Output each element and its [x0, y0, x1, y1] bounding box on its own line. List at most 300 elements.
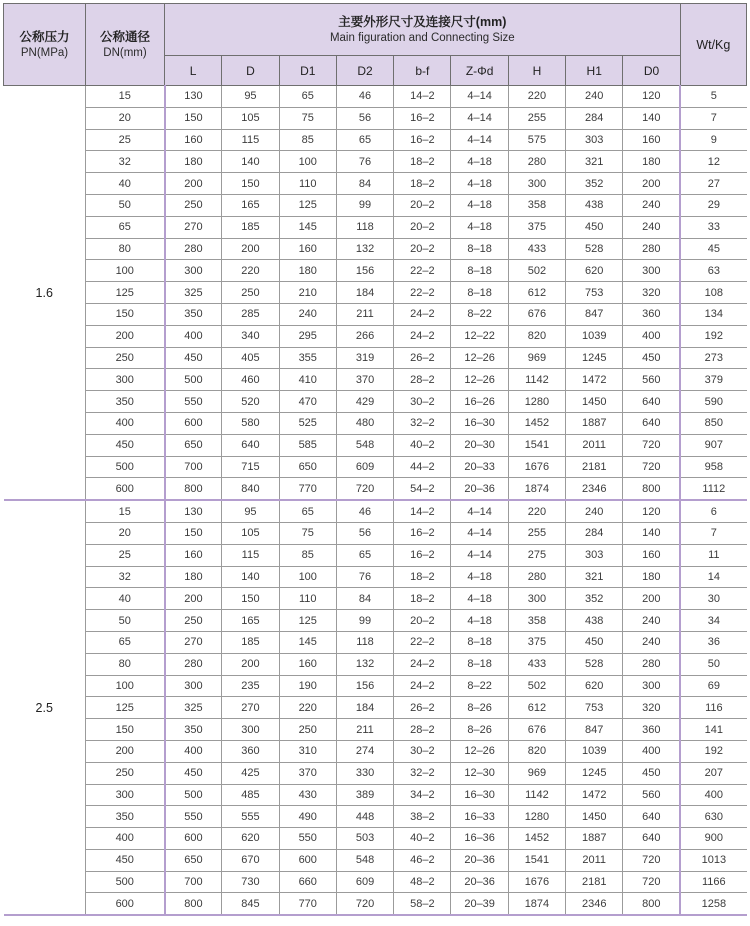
dimension-value-cell: 303 — [566, 544, 623, 566]
valve-dimensions-table — [3, 3, 747, 916]
dimension-value-cell: 235 — [222, 675, 279, 697]
dimension-value-cell: 240 — [623, 631, 680, 653]
dimension-value-cell: 95 — [222, 500, 279, 522]
dimension-value-cell: 280 — [508, 566, 565, 588]
dimension-value-cell: 650 — [279, 456, 336, 478]
dimension-value-cell: 2011 — [566, 849, 623, 871]
dimension-value-cell: 140 — [222, 566, 279, 588]
dimension-value-cell: 450 — [623, 762, 680, 784]
dimension-value-cell: 450 — [165, 762, 222, 784]
dn-value-cell: 50 — [86, 610, 165, 632]
dimension-value-cell: 800 — [165, 893, 222, 915]
dimension-value-cell: 847 — [566, 303, 623, 325]
dimension-value-cell: 14–2 — [394, 86, 451, 108]
table-row — [4, 303, 747, 325]
dimension-value-cell: 240 — [279, 303, 336, 325]
dimension-value-cell: 1450 — [566, 391, 623, 413]
table-row — [4, 173, 747, 195]
diameter-label-en: DN(mm) — [103, 46, 147, 59]
dimension-value-cell: 319 — [336, 347, 393, 369]
dimension-value-cell: 220 — [279, 697, 336, 719]
dimension-value-cell: 284 — [566, 107, 623, 129]
dimension-value-cell: 30–2 — [394, 391, 451, 413]
dimension-value-cell: 502 — [508, 260, 565, 282]
dimension-value-cell: 28–2 — [394, 719, 451, 741]
dimension-value-cell: 24–2 — [394, 675, 451, 697]
dn-value-cell: 65 — [86, 216, 165, 238]
dimension-value-cell: 160 — [623, 129, 680, 151]
dimension-value-cell: 16–30 — [451, 412, 508, 434]
dimension-value-cell: 65 — [336, 544, 393, 566]
dimension-value-cell: 20–2 — [394, 194, 451, 216]
dn-value-cell: 600 — [86, 893, 165, 915]
dimension-value-cell: 200 — [222, 653, 279, 675]
dn-value-cell: 600 — [86, 478, 165, 500]
dimension-value-cell: 620 — [566, 675, 623, 697]
dimension-value-cell: 18–2 — [394, 588, 451, 610]
dimension-value-cell: 600 — [165, 412, 222, 434]
table-row — [4, 631, 747, 653]
dimension-value-cell: 612 — [508, 282, 565, 304]
dimension-value-cell: 800 — [165, 478, 222, 500]
dimension-value-cell: 12–26 — [451, 369, 508, 391]
dn-value-cell: 300 — [86, 369, 165, 391]
dimension-value-cell: 660 — [279, 871, 336, 893]
dimension-value-cell: 300 — [165, 675, 222, 697]
dimension-value-cell: 300 — [508, 588, 565, 610]
dn-value-cell: 20 — [86, 522, 165, 544]
weight-value-cell: 207 — [680, 762, 746, 784]
dimension-value-cell: 65 — [279, 500, 336, 522]
dimension-value-cell: 4–14 — [451, 522, 508, 544]
dimension-value-cell: 609 — [336, 871, 393, 893]
dimension-value-cell: 8–18 — [451, 260, 508, 282]
dimension-value-cell: 280 — [623, 238, 680, 260]
dimension-value-cell: 580 — [222, 412, 279, 434]
table-row — [4, 610, 747, 632]
weight-value-cell: 850 — [680, 412, 746, 434]
dimension-value-cell: 28–2 — [394, 369, 451, 391]
weight-value-cell: 6 — [680, 500, 746, 522]
dimension-value-cell: 8–22 — [451, 303, 508, 325]
dimension-value-cell: 550 — [279, 828, 336, 850]
dimension-value-cell: 16–2 — [394, 107, 451, 129]
dimension-value-cell: 720 — [336, 478, 393, 500]
weight-value-cell: 1258 — [680, 893, 746, 915]
weight-value-cell: 63 — [680, 260, 746, 282]
header-col-D0: D0 — [623, 56, 680, 86]
dimension-value-cell: 620 — [222, 828, 279, 850]
dimension-value-cell: 325 — [165, 697, 222, 719]
section-pn-2.5 — [4, 500, 747, 915]
dimension-value-cell: 8–26 — [451, 719, 508, 741]
dimension-value-cell: 20–39 — [451, 893, 508, 915]
dimension-value-cell: 600 — [279, 849, 336, 871]
dimension-value-cell: 180 — [623, 566, 680, 588]
dimension-value-cell: 255 — [508, 107, 565, 129]
weight-value-cell: 958 — [680, 456, 746, 478]
dimension-value-cell: 165 — [222, 610, 279, 632]
dimension-value-cell: 450 — [165, 347, 222, 369]
weight-value-cell: 273 — [680, 347, 746, 369]
dimension-value-cell: 32–2 — [394, 762, 451, 784]
dimension-value-cell: 1452 — [508, 828, 565, 850]
table-row — [4, 675, 747, 697]
dimension-value-cell: 185 — [222, 631, 279, 653]
dimension-value-cell: 26–2 — [394, 697, 451, 719]
dimension-value-cell: 190 — [279, 675, 336, 697]
dimension-value-cell: 1676 — [508, 456, 565, 478]
dimension-value-cell: 115 — [222, 129, 279, 151]
dimension-value-cell: 300 — [623, 675, 680, 697]
dimension-value-cell: 240 — [566, 86, 623, 108]
dimension-value-cell: 240 — [623, 194, 680, 216]
dimension-value-cell: 32–2 — [394, 412, 451, 434]
dimension-value-cell: 820 — [508, 325, 565, 347]
dn-value-cell: 20 — [86, 107, 165, 129]
dn-value-cell: 40 — [86, 173, 165, 195]
dn-value-cell: 150 — [86, 719, 165, 741]
dn-value-cell: 32 — [86, 566, 165, 588]
dimension-value-cell: 95 — [222, 86, 279, 108]
weight-value-cell: 36 — [680, 631, 746, 653]
dimension-value-cell: 310 — [279, 740, 336, 762]
dimension-value-cell: 250 — [222, 282, 279, 304]
dimension-value-cell: 160 — [165, 544, 222, 566]
dimension-value-cell: 266 — [336, 325, 393, 347]
dimension-value-cell: 99 — [336, 610, 393, 632]
dimension-value-cell: 2011 — [566, 434, 623, 456]
table-row — [4, 325, 747, 347]
dimension-value-cell: 470 — [279, 391, 336, 413]
dimension-value-cell: 375 — [508, 631, 565, 653]
dimension-value-cell: 410 — [279, 369, 336, 391]
dimension-value-cell: 185 — [222, 216, 279, 238]
weight-value-cell: 630 — [680, 806, 746, 828]
table-header — [4, 4, 747, 86]
dimension-value-cell: 20–2 — [394, 216, 451, 238]
dn-value-cell: 125 — [86, 282, 165, 304]
dimension-value-cell: 160 — [279, 653, 336, 675]
weight-value-cell: 907 — [680, 434, 746, 456]
dimension-value-cell: 4–14 — [451, 129, 508, 151]
dimension-value-cell: 22–2 — [394, 260, 451, 282]
table-row — [4, 806, 747, 828]
dimension-value-cell: 200 — [623, 588, 680, 610]
dimension-value-cell: 200 — [623, 173, 680, 195]
dimension-value-cell: 500 — [165, 784, 222, 806]
table-row — [4, 871, 747, 893]
dimension-value-cell: 76 — [336, 566, 393, 588]
dimension-value-cell: 4–14 — [451, 544, 508, 566]
dimension-value-cell: 118 — [336, 216, 393, 238]
dimension-value-cell: 1039 — [566, 325, 623, 347]
dimension-value-cell: 450 — [623, 347, 680, 369]
dimension-value-cell: 1887 — [566, 828, 623, 850]
table-row — [4, 697, 747, 719]
dimension-value-cell: 438 — [566, 194, 623, 216]
dimension-value-cell: 548 — [336, 849, 393, 871]
table-row — [4, 719, 747, 741]
dimension-value-cell: 502 — [508, 675, 565, 697]
dimension-value-cell: 211 — [336, 303, 393, 325]
dimension-value-cell: 555 — [222, 806, 279, 828]
dimension-value-cell: 46 — [336, 500, 393, 522]
header-col-H1: H1 — [566, 56, 623, 86]
dimension-value-cell: 585 — [279, 434, 336, 456]
dimension-value-cell: 429 — [336, 391, 393, 413]
dimension-value-cell: 160 — [279, 238, 336, 260]
header-nominal-pressure — [4, 4, 86, 86]
dimension-value-cell: 285 — [222, 303, 279, 325]
dimension-value-cell: 355 — [279, 347, 336, 369]
dimension-value-cell: 4–18 — [451, 588, 508, 610]
dn-value-cell: 125 — [86, 697, 165, 719]
dimension-value-cell: 140 — [623, 522, 680, 544]
dimension-value-cell: 18–2 — [394, 173, 451, 195]
table-row — [4, 238, 747, 260]
weight-value-cell: 192 — [680, 740, 746, 762]
dimension-value-cell: 640 — [623, 391, 680, 413]
table-row — [4, 391, 747, 413]
dn-value-cell: 65 — [86, 631, 165, 653]
dimension-value-cell: 560 — [623, 784, 680, 806]
dimension-value-cell: 1039 — [566, 740, 623, 762]
dimension-value-cell: 4–18 — [451, 216, 508, 238]
dimension-value-cell: 730 — [222, 871, 279, 893]
weight-value-cell: 27 — [680, 173, 746, 195]
dimension-value-cell: 8–18 — [451, 238, 508, 260]
weight-value-cell: 7 — [680, 107, 746, 129]
dimension-value-cell: 8–18 — [451, 631, 508, 653]
dimension-value-cell: 54–2 — [394, 478, 451, 500]
dimension-value-cell: 200 — [165, 588, 222, 610]
dimension-value-cell: 132 — [336, 653, 393, 675]
dimension-value-cell: 180 — [165, 566, 222, 588]
dimension-value-cell: 150 — [165, 522, 222, 544]
dimension-value-cell: 1541 — [508, 434, 565, 456]
dimension-value-cell: 250 — [165, 194, 222, 216]
weight-value-cell: 12 — [680, 151, 746, 173]
dimension-value-cell: 720 — [623, 456, 680, 478]
weight-value-cell: 9 — [680, 129, 746, 151]
dimension-value-cell: 753 — [566, 282, 623, 304]
weight-value-cell: 116 — [680, 697, 746, 719]
dimension-value-cell: 150 — [222, 588, 279, 610]
dimension-value-cell: 4–14 — [451, 500, 508, 522]
table-row — [4, 588, 747, 610]
table-row — [4, 282, 747, 304]
dimension-value-cell: 284 — [566, 522, 623, 544]
dimension-value-cell: 1280 — [508, 806, 565, 828]
dimension-value-cell: 118 — [336, 631, 393, 653]
dn-value-cell: 80 — [86, 653, 165, 675]
weight-value-cell: 192 — [680, 325, 746, 347]
dimension-value-cell: 240 — [566, 500, 623, 522]
section-pn-1.6 — [4, 86, 747, 501]
dimension-value-cell: 770 — [279, 478, 336, 500]
dimension-value-cell: 1450 — [566, 806, 623, 828]
weight-value-cell: 1166 — [680, 871, 746, 893]
dimension-value-cell: 12–30 — [451, 762, 508, 784]
dimension-value-cell: 300 — [222, 719, 279, 741]
dimension-value-cell: 150 — [165, 107, 222, 129]
dimension-value-cell: 720 — [623, 434, 680, 456]
dimension-value-cell: 600 — [165, 828, 222, 850]
weight-value-cell: 69 — [680, 675, 746, 697]
dimension-value-cell: 295 — [279, 325, 336, 347]
dimension-value-cell: 255 — [508, 522, 565, 544]
dimension-value-cell: 480 — [336, 412, 393, 434]
dimension-value-cell: 22–2 — [394, 631, 451, 653]
dimension-value-cell: 18–2 — [394, 151, 451, 173]
table-row — [4, 434, 747, 456]
table-row — [4, 129, 747, 151]
dimension-value-cell: 180 — [279, 260, 336, 282]
dn-value-cell: 25 — [86, 129, 165, 151]
dimension-value-cell: 715 — [222, 456, 279, 478]
dimension-value-cell: 321 — [566, 151, 623, 173]
dimension-value-cell: 22–2 — [394, 282, 451, 304]
dimension-value-cell: 280 — [623, 653, 680, 675]
table-row — [4, 762, 747, 784]
dimension-value-cell: 20–36 — [451, 478, 508, 500]
dimension-value-cell: 220 — [508, 86, 565, 108]
weight-value-cell: 141 — [680, 719, 746, 741]
dimension-value-cell: 425 — [222, 762, 279, 784]
dimension-value-cell: 620 — [566, 260, 623, 282]
dn-value-cell: 450 — [86, 849, 165, 871]
dn-value-cell: 80 — [86, 238, 165, 260]
dimension-value-cell: 1874 — [508, 478, 565, 500]
dimension-value-cell: 200 — [165, 173, 222, 195]
dimension-value-cell: 46 — [336, 86, 393, 108]
dimension-value-cell: 640 — [623, 412, 680, 434]
dimension-value-cell: 650 — [165, 434, 222, 456]
pn-value-cell: 2.5 — [4, 500, 86, 915]
header-col-zphid: Z-Φd — [451, 56, 508, 86]
dimension-value-cell: 720 — [623, 849, 680, 871]
dimension-value-cell: 105 — [222, 107, 279, 129]
dimension-value-cell: 24–2 — [394, 653, 451, 675]
weight-value-cell: 1112 — [680, 478, 746, 500]
dimension-value-cell: 270 — [165, 216, 222, 238]
dimension-value-cell: 145 — [279, 216, 336, 238]
header-col-L: L — [165, 56, 222, 86]
dimension-value-cell: 528 — [566, 653, 623, 675]
dimension-value-cell: 84 — [336, 173, 393, 195]
weight-value-cell: 34 — [680, 610, 746, 632]
dimension-value-cell: 110 — [279, 588, 336, 610]
dn-value-cell: 15 — [86, 500, 165, 522]
dimension-value-cell: 250 — [165, 610, 222, 632]
dimension-value-cell: 358 — [508, 610, 565, 632]
dimension-value-cell: 1676 — [508, 871, 565, 893]
dimension-value-cell: 609 — [336, 456, 393, 478]
dimension-value-cell: 220 — [222, 260, 279, 282]
dimension-value-cell: 800 — [623, 478, 680, 500]
dimension-value-cell: 105 — [222, 522, 279, 544]
dimension-value-cell: 184 — [336, 697, 393, 719]
dn-value-cell: 32 — [86, 151, 165, 173]
dimension-value-cell: 120 — [623, 86, 680, 108]
dimension-value-cell: 12–22 — [451, 325, 508, 347]
dimension-value-cell: 320 — [623, 282, 680, 304]
dimension-value-cell: 2346 — [566, 478, 623, 500]
dimension-value-cell: 640 — [623, 828, 680, 850]
table-row — [4, 893, 747, 915]
dimension-value-cell: 360 — [623, 719, 680, 741]
dimension-value-cell: 100 — [279, 151, 336, 173]
dimension-value-cell: 1887 — [566, 412, 623, 434]
table-row — [4, 369, 747, 391]
table-row — [4, 828, 747, 850]
dimension-value-cell: 375 — [508, 216, 565, 238]
dimension-value-cell: 85 — [279, 129, 336, 151]
dimension-value-cell: 12–26 — [451, 740, 508, 762]
dimension-value-cell: 352 — [566, 588, 623, 610]
dimension-value-cell: 280 — [508, 151, 565, 173]
header-col-H: H — [508, 56, 565, 86]
dimension-value-cell: 65 — [336, 129, 393, 151]
dimension-value-cell: 16–26 — [451, 391, 508, 413]
dimension-value-cell: 132 — [336, 238, 393, 260]
dimension-value-cell: 400 — [165, 325, 222, 347]
weight-value-cell: 7 — [680, 522, 746, 544]
table-row — [4, 260, 747, 282]
dimension-value-cell: 76 — [336, 151, 393, 173]
dimension-value-cell: 575 — [508, 129, 565, 151]
dimension-value-cell: 720 — [623, 871, 680, 893]
dn-value-cell: 400 — [86, 412, 165, 434]
weight-value-cell: 45 — [680, 238, 746, 260]
dimension-value-cell: 8–18 — [451, 653, 508, 675]
dn-value-cell: 200 — [86, 325, 165, 347]
table-row — [4, 478, 747, 500]
dimension-value-cell: 34–2 — [394, 784, 451, 806]
dimension-value-cell: 460 — [222, 369, 279, 391]
dimension-value-cell: 75 — [279, 107, 336, 129]
dimension-value-cell: 18–2 — [394, 566, 451, 588]
dimension-value-cell: 640 — [222, 434, 279, 456]
table-row — [4, 456, 747, 478]
dimension-value-cell: 165 — [222, 194, 279, 216]
table-row — [4, 412, 747, 434]
dimension-value-cell: 85 — [279, 544, 336, 566]
dimension-value-cell: 2181 — [566, 456, 623, 478]
dn-value-cell: 15 — [86, 86, 165, 108]
dimension-value-cell: 340 — [222, 325, 279, 347]
dimension-value-cell: 560 — [623, 369, 680, 391]
dimension-value-cell: 320 — [623, 697, 680, 719]
dimension-value-cell: 300 — [623, 260, 680, 282]
table-row — [4, 500, 747, 522]
dimension-value-cell: 40–2 — [394, 434, 451, 456]
dimension-value-cell: 40–2 — [394, 828, 451, 850]
dimension-value-cell: 840 — [222, 478, 279, 500]
weight-value-cell: 14 — [680, 566, 746, 588]
dimension-value-cell: 400 — [623, 740, 680, 762]
dimension-value-cell: 130 — [165, 500, 222, 522]
dimension-value-cell: 550 — [165, 391, 222, 413]
dimension-value-cell: 303 — [566, 129, 623, 151]
dimension-value-cell: 1452 — [508, 412, 565, 434]
weight-value-cell: 900 — [680, 828, 746, 850]
dimension-value-cell: 184 — [336, 282, 393, 304]
dimension-value-cell: 125 — [279, 610, 336, 632]
dn-value-cell: 50 — [86, 194, 165, 216]
dimension-value-cell: 1142 — [508, 369, 565, 391]
